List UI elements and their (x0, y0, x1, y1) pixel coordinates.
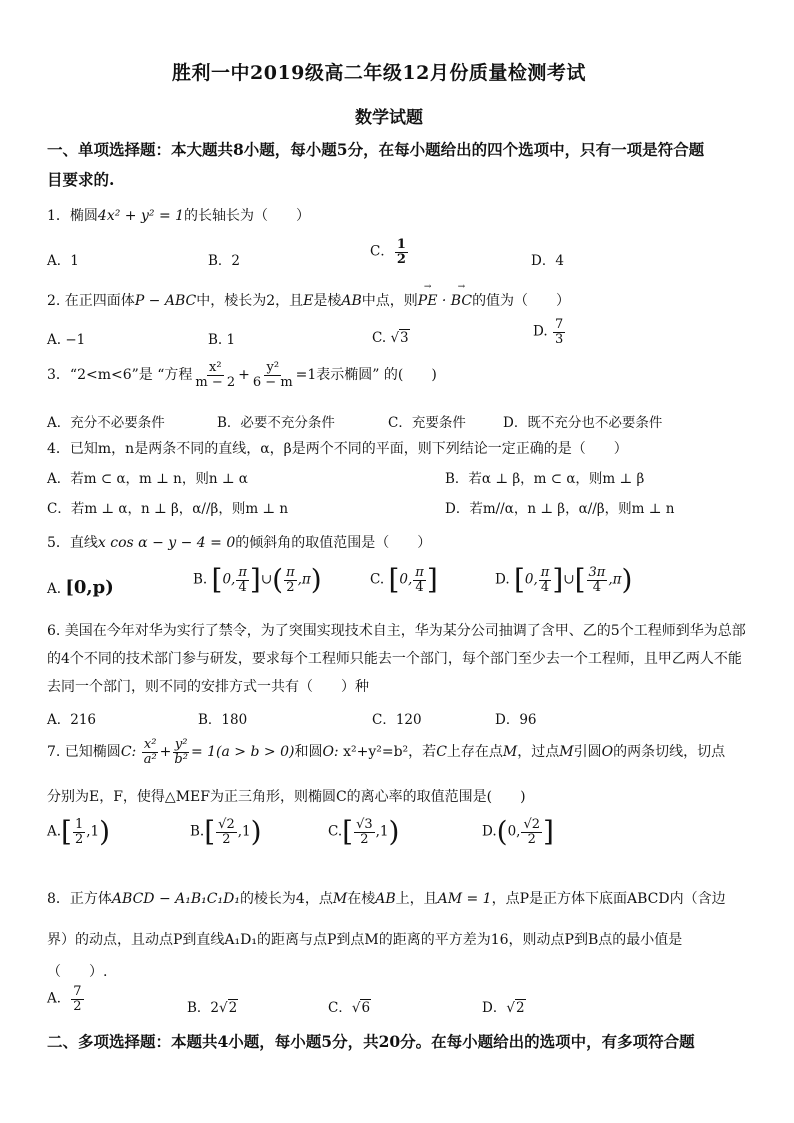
question-1-stem (47, 205, 310, 225)
q1-pre: 1．椭圆 (47, 208, 98, 224)
q8-option-a (47, 985, 85, 1013)
bracket-left: [ (342, 815, 354, 849)
q5-option-c-label: C. (370, 571, 385, 588)
q7-mid1: 和圆 (294, 744, 323, 761)
question-8-line3: （ ）. (47, 964, 108, 980)
frac-num: 3π (588, 565, 606, 580)
q7-option-c-label: C. (328, 823, 343, 840)
frac-den: m − 2 (195, 374, 236, 390)
frac-num: √3 (356, 817, 373, 832)
bracket-right: ] (426, 563, 438, 597)
q8-mid: 的棱长为4，点 (239, 891, 333, 907)
frac-den: 4 (592, 579, 602, 595)
q7-option-a: A.[ $\frac{1}{2}$ ,1) (47, 815, 111, 849)
frac-num: π (238, 565, 247, 580)
pi: ,π (608, 571, 622, 588)
q2-option-c (372, 330, 410, 346)
bracket-right: ] (543, 815, 554, 849)
q2-dot-product: → PE · → BC (418, 293, 472, 309)
q3-fraction-x (193, 361, 237, 389)
q5-option-b-label: B. (193, 571, 208, 588)
bracket-left: [ (574, 563, 586, 597)
vector-pe: → PE (418, 293, 438, 309)
frac-num: √2 (523, 817, 541, 832)
q2-mid2: 是棱 (313, 293, 342, 309)
frac-den: 3 (554, 331, 564, 347)
section2-heading-line1: 二、多项选择题：本题共4小题，每小题5分，共20分。在每小题给出的选项中，有多项符合题 (47, 1032, 695, 1051)
q6-option-b: B．180 (198, 712, 248, 728)
q8-option-a-label: A． (47, 990, 71, 1007)
q2-tetrahedron: P − ABC (134, 293, 197, 309)
exam-subtitle: 数学试题 (355, 108, 423, 128)
question-6-line1: 6. 美国在今年对华为实行了禁令，为了突围实现技术自主，华为某分公司抽调了含甲、乙的5个工程师到华为总部 (47, 623, 746, 639)
frac-den: 2 (360, 831, 369, 847)
sqrt-symbol: √2 (219, 1000, 238, 1016)
q2-option-d-fraction (553, 318, 565, 346)
q7-option-b: B.[ $\frac{√2}{2}$ ,1) (190, 815, 262, 849)
q8-option-a-fraction (71, 985, 83, 1013)
frac-sqrt3-2 (354, 818, 375, 846)
q7-m: M (502, 744, 518, 761)
frac-num: 7 (554, 317, 564, 332)
q2-option-a: A. −1 (47, 332, 86, 348)
q1-option-b: B．2 (208, 253, 241, 269)
question-4-stem: 4．已知m，n是两条不同的直线，α，β是两个不同的平面，则下列结论一定正确的是（ ） (47, 441, 628, 457)
q2-option-d-label: D. (533, 323, 552, 340)
frac-pi-4 (539, 566, 552, 594)
sqrt-symbol: √3 (390, 330, 409, 346)
frac-y2-b2 (172, 738, 190, 766)
q3-option-d: D．既不充分也不必要条件 (503, 415, 663, 431)
frac-den: 6 − m (252, 374, 293, 390)
paren-right: ) (621, 563, 633, 597)
q7-pre: 7. 已知椭圆 (47, 744, 121, 761)
sqrt-radicand: 3 (400, 330, 409, 346)
q8-option-b-label: B．2 (187, 1000, 220, 1016)
frac-den: b² (174, 751, 188, 767)
q5-equation: x cos α − y − 4 = 0 (97, 535, 236, 551)
q3-fraction-y (251, 361, 295, 389)
frac-den: 2 (74, 831, 84, 847)
q4-option-a: A．若m ⊂ α，m ⊥ n，则n ⊥ α (47, 471, 248, 487)
bracket-left: [ (388, 563, 400, 597)
frac-num: 1 (74, 817, 84, 832)
q7-mid3: 上存在点 (446, 744, 503, 761)
frac-num: 7 (73, 984, 82, 999)
q8-post: ，点P是正方体下底面ABCD内（含边 (491, 891, 726, 907)
q6-option-a: A．216 (47, 712, 97, 728)
q3-option-b: B．必要不充分条件 (217, 415, 335, 431)
q7-option-b-label: B. (190, 823, 205, 840)
q1-option-a: A．1 (47, 253, 79, 269)
frac-num: √2 (218, 817, 235, 832)
sqrt-radicand: 2 (228, 1000, 238, 1016)
frac-pi-4 (236, 566, 249, 594)
question-8-line2: 界）的动点，且动点P到直线A₁D₁的距离与点P到点M的距离的平方差为16，则动点P到B点的最小值是 (47, 932, 683, 948)
q5-option-d-label: D. (495, 571, 510, 588)
q2-edge-ab: AB (341, 293, 362, 309)
question-2-stem (47, 290, 570, 310)
paren-left: ( (496, 815, 508, 849)
q5-pre: 5．直线 (47, 535, 98, 551)
pi: ,π (297, 571, 311, 588)
q6-option-c: C．120 (372, 712, 422, 728)
frac-den: 4 (540, 579, 550, 595)
q8-point-m: M (332, 891, 348, 907)
q7-option-a-label: A. (47, 823, 62, 840)
q5-option-a (47, 577, 114, 598)
q7-option-c: C.[ $\frac{√3}{2}$ ,1) (328, 815, 400, 849)
q8-mid2: 在棱 (347, 891, 376, 907)
frac-pi-2 (284, 566, 297, 594)
q5-option-c (370, 563, 438, 597)
q2-point-e: E (303, 293, 314, 309)
q5-option-b: B. [0, $\frac{\pi}{4}$ ]∪( $\frac{\pi}{2}$ ,π) (193, 563, 322, 597)
frac-den: a² (143, 751, 157, 767)
paren-right: ) (250, 815, 262, 849)
q8-option-c-label: C． (328, 1000, 352, 1016)
q7-ellipse-c: C: (120, 744, 137, 761)
q1-equation: 4x² + y² = 1 (97, 208, 185, 224)
paren-right: ) (310, 563, 322, 597)
frac-den: 4 (415, 579, 424, 595)
question-6-line3: 去同一个部门，则不同的安排方式一共有（ ）种 (47, 679, 369, 695)
bracket-left: [ (513, 563, 525, 597)
q3-option-c: C．充要条件 (388, 415, 466, 431)
frac-num: y² (266, 360, 280, 375)
frac-den: 2 (527, 831, 536, 847)
q5-option-d: D. [0, $\frac{\pi}{4}$ ]∪[ $\frac{3\pi}{4}$ ,π) (495, 563, 633, 597)
q7-mid5: 引圆 (573, 744, 602, 761)
q7-mid4: ，过点 (517, 744, 560, 761)
q5-option-a-interval: [0,p) (65, 577, 114, 598)
q2-mid3: 中点，则 (361, 293, 418, 309)
frac-x2-a2 (142, 738, 159, 766)
q7-circle-o: O: (322, 744, 339, 761)
paren-right: ) (388, 815, 400, 849)
q1-post: 的长轴长为（ ） (184, 208, 311, 224)
q7-o: O (601, 744, 614, 761)
q3-pre: 3．“2<m<6”是 “方程 (47, 367, 193, 384)
q8-am: AM = 1 (437, 891, 492, 907)
section1-heading-line1: 一、单项选择题：本大题共8小题，每小题5分，在每小题给出的四个选项中，只有一项是符合题 (47, 140, 705, 159)
bracket-left: [ (61, 815, 72, 849)
frac-num: π (415, 565, 424, 580)
q1-option-c-label: C． (370, 243, 394, 260)
q7-option-d-label: D. (482, 823, 497, 840)
q2-option-d (533, 318, 566, 346)
frac-3pi-4 (587, 566, 608, 594)
q8-cube: ABCD − A₁B₁C₁D₁ (111, 891, 240, 907)
paren-left: ( (272, 563, 284, 597)
paren-right: ) (99, 815, 111, 849)
q5-option-a-label: A. (47, 581, 62, 597)
q1-option-d: D．4 (531, 253, 564, 269)
bracket-right: ] (249, 563, 261, 597)
section1-heading-line2: 目要求的. (47, 170, 115, 189)
q8-option-c (328, 996, 371, 1016)
frac-den: 2 (73, 998, 82, 1014)
frac-num: 1 (396, 237, 406, 252)
q4-option-c: C．若m ⊥ α，n ⊥ β，α//β，则m ⊥ n (47, 501, 289, 517)
q2-mid1: 中，棱长为2，且 (196, 293, 304, 309)
q8-option-b (187, 996, 238, 1016)
bracket-left: [ (204, 815, 216, 849)
q7-c: C (436, 744, 447, 761)
frac-num: x² (143, 737, 157, 752)
q7-mid6: 的两条切线，切点 (613, 744, 726, 761)
q3-option-a: A．充分不必要条件 (47, 415, 165, 431)
q2-pre: 2. 在正四面体 (47, 293, 135, 309)
q3-post: =1表示椭圆” 的( ) (295, 367, 437, 384)
frac-pi-4 (413, 566, 426, 594)
q8-edge-ab: AB (375, 891, 396, 907)
bracket-right: ] (552, 563, 564, 597)
frac-sqrt2-2 (521, 818, 542, 846)
bracket-left: [ (211, 563, 223, 597)
frac-den: 2 (286, 579, 295, 595)
q6-option-d: D．96 (495, 712, 537, 728)
frac-num: x² (209, 360, 222, 375)
sqrt-radicand: 2 (515, 1000, 525, 1016)
exam-title: 胜利一中2019级高二年级12月份质量检测考试 (172, 62, 586, 84)
q5-post: 的倾斜角的取值范围是（ ） (235, 535, 432, 551)
question-5-stem (47, 532, 431, 552)
q1-option-c (370, 238, 409, 266)
frac-num: π (540, 565, 550, 580)
question-7-line1: 7. 已知椭圆C: $\frac{\text{x²}}{\text{a²}}$ + $\frac{\text{y²}}{\text{b²}}$ = 1(a > b > 0)和圆O: x²+y²=b²，若C上存在点M，过点M引圆O的两条切线，切点 (47, 737, 726, 767)
q8-option-d (482, 996, 526, 1016)
vector-bc: → BC (451, 293, 472, 309)
zero: 0, (524, 571, 538, 588)
q7-mid2: x²+y²=b²，若 (343, 744, 437, 761)
q8-mid3: 上，且 (395, 891, 438, 907)
q7-option-d: D.(0, $\frac{√2}{2}$ ] (482, 815, 554, 849)
q2-option-c-label: C. (372, 330, 391, 346)
sqrt-symbol: √2 (506, 1000, 525, 1016)
q4-option-b: B．若α ⊥ β，m ⊂ α，则m ⊥ β (445, 471, 645, 487)
frac-1-2 (73, 818, 85, 846)
question-6-line2: 的4个不同的技术部门参与研发，要求每个工程师只能去一个部门，每个部门至少去一个工程师，且甲乙两人不能 (47, 651, 742, 667)
sqrt-radicand: 6 (361, 1000, 371, 1016)
q4-option-d: D．若m//α，n ⊥ β，α//β，则m ⊥ n (445, 501, 675, 517)
q8-option-d-label: D． (482, 1000, 507, 1016)
frac-num: π (286, 565, 295, 580)
q2-post: 的值为（ ） (472, 293, 571, 309)
question-8-line1 (47, 888, 726, 908)
frac-num: y² (174, 737, 188, 752)
question-3-stem: 3．“2<m<6”是 “方程 $\frac{\text{x²}}{m - 2}$ + $\frac{\text{y²}}{6 - m}$ =1表示椭圆” 的( ) (47, 360, 437, 390)
q7-m2: M (559, 744, 574, 761)
frac-den: 4 (238, 579, 247, 595)
question-7-line2: 分别为E，F，使得△MEF为正三角形，则椭圆C的离心率的取值范围是( ) (47, 789, 526, 805)
q7-condition: = 1(a > b > 0) (190, 744, 295, 761)
sqrt-symbol: √6 (351, 1000, 371, 1016)
frac-den: 2 (222, 831, 231, 847)
zero: 0, (222, 571, 236, 588)
q1-option-c-fraction (395, 238, 408, 266)
zero: 0, (399, 571, 413, 588)
q8-pre: 8．正方体 (47, 891, 112, 907)
frac-sqrt2-2 (216, 818, 237, 846)
q2-option-b: B. 1 (208, 332, 236, 348)
frac-den: 2 (396, 251, 406, 267)
